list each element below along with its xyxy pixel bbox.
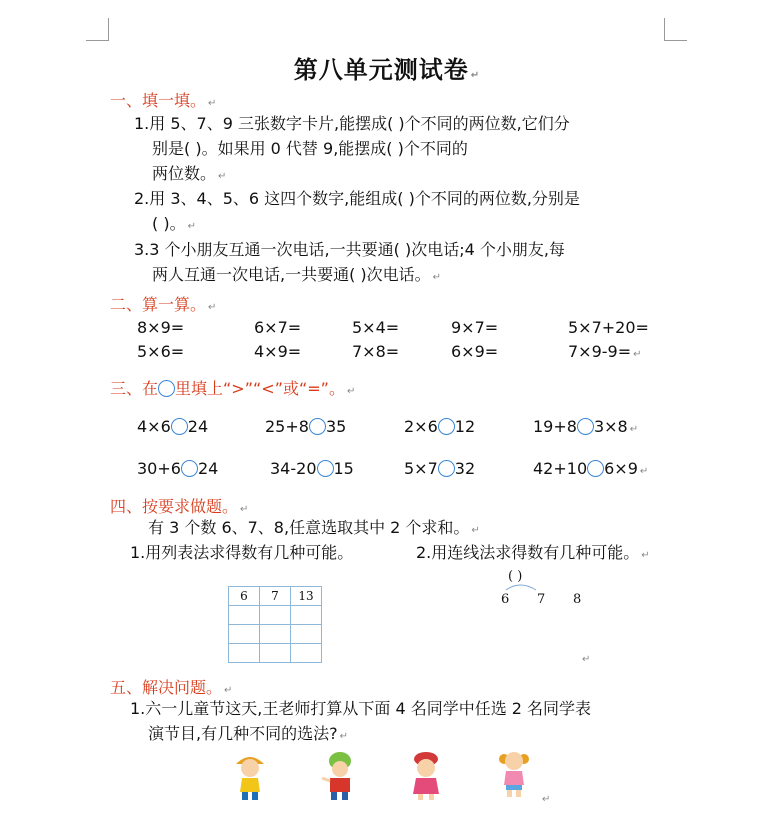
answer-circle[interactable] [171, 418, 188, 435]
crop-mark-top-left [86, 18, 109, 41]
connect-number: 7 [537, 592, 546, 607]
table-cell: 13 [291, 587, 322, 606]
problem-line-1: 1.六一儿童节这天,王老师打算从下面 4 名同学中任选 2 名同学表 [130, 699, 592, 718]
calc-item: 5×6= [137, 342, 185, 361]
connect-number: 6 [501, 592, 510, 607]
list-method-table [228, 586, 322, 663]
compare-item: 34-20 15 [270, 459, 354, 478]
section-2-heading: 二、算一算。 ↵ [110, 295, 217, 314]
answer-circle[interactable] [577, 418, 594, 435]
paragraph-mark: ↵ [542, 794, 551, 805]
connect-arc [500, 580, 540, 592]
table-row [229, 644, 322, 663]
q1-line-1: 1.用 5、7、9 三张数字卡片,能摆成( )个不同的两位数,它们分 [134, 114, 570, 133]
table-row [229, 606, 322, 625]
crop-mark-top-right [664, 18, 687, 41]
task-q2: 2.用连线法求得数有几种可能。 ↵ [416, 543, 650, 562]
answer-circle[interactable] [438, 460, 455, 477]
connect-answer-paren: ( ) [508, 569, 523, 584]
child-figure-icon [406, 748, 446, 803]
table-row [229, 587, 322, 606]
task-intro: 有 3 个数 6、7、8,任意选取其中 2 个求和。 ↵ [148, 518, 480, 537]
calc-item: 9×7= [451, 318, 499, 337]
paragraph-mark: ↵ [582, 654, 591, 665]
compare-item: 30+6 24 [137, 459, 219, 478]
calc-item: 6×7= [254, 318, 302, 337]
calc-item: 5×4= [352, 318, 400, 337]
child-figure-icon [494, 745, 534, 800]
answer-circle[interactable] [309, 418, 326, 435]
compare-item: 25+8 35 [265, 417, 347, 436]
section-3-heading: 三、在 里填上“>”“<”或“=”。 ↵ [110, 379, 356, 398]
task-q1: 1.用列表法求得数有几种可能。 [130, 543, 354, 562]
table-row [229, 625, 322, 644]
answer-circle[interactable] [438, 418, 455, 435]
calc-item: 5×7+20= [568, 318, 649, 337]
calc-item: 7×8= [352, 342, 400, 361]
q3-line-2: 两人互通一次电话,一共要通( )次电话。 ↵ [152, 265, 442, 284]
table-cell: 6 [229, 587, 260, 606]
calc-item: 4×9= [254, 342, 302, 361]
compare-item: 42+10 6×9 ↵ [533, 459, 649, 478]
q1-line-3: 两位数。 ↵ [152, 164, 227, 183]
calc-item: 7×9-9= ↵ [568, 342, 642, 361]
q1-line-2: 别是( )。如果用 0 代替 9,能摆成( )个不同的 [152, 139, 468, 158]
child-figure-icon [318, 748, 358, 803]
section-5-heading: 五、解决问题。 ↵ [110, 678, 233, 697]
compare-circle-icon [158, 380, 175, 397]
q2-line-2: ( )。 ↵ [152, 214, 196, 233]
answer-circle[interactable] [317, 460, 334, 477]
answer-circle[interactable] [181, 460, 198, 477]
calc-item: 6×9= [451, 342, 499, 361]
compare-item: 19+8 3×8 ↵ [533, 417, 639, 436]
table-cell: 7 [260, 587, 291, 606]
connect-number: 8 [573, 592, 582, 607]
q2-line-1: 2.用 3、4、5、6 这四个数字,能组成( )个不同的两位数,分别是 [134, 189, 580, 208]
compare-item: 2×6 12 [404, 417, 476, 436]
compare-item: 4×6 24 [137, 417, 209, 436]
page-title: 第八单元测试卷 ↵ [293, 56, 481, 84]
answer-circle[interactable] [587, 460, 604, 477]
child-figure-icon [230, 748, 270, 803]
q3-line-1: 3.3 个小朋友互通一次电话,一共要通( )次电话;4 个小朋友,每 [134, 240, 565, 259]
section-1-heading: 一、填一填。 ↵ [110, 91, 217, 110]
compare-item: 5×7 32 [404, 459, 476, 478]
calc-item: 8×9= [137, 318, 185, 337]
problem-line-2: 演节目,有几种不同的选法? ↵ [148, 724, 348, 743]
section-4-heading: 四、按要求做题。 ↵ [110, 497, 249, 516]
